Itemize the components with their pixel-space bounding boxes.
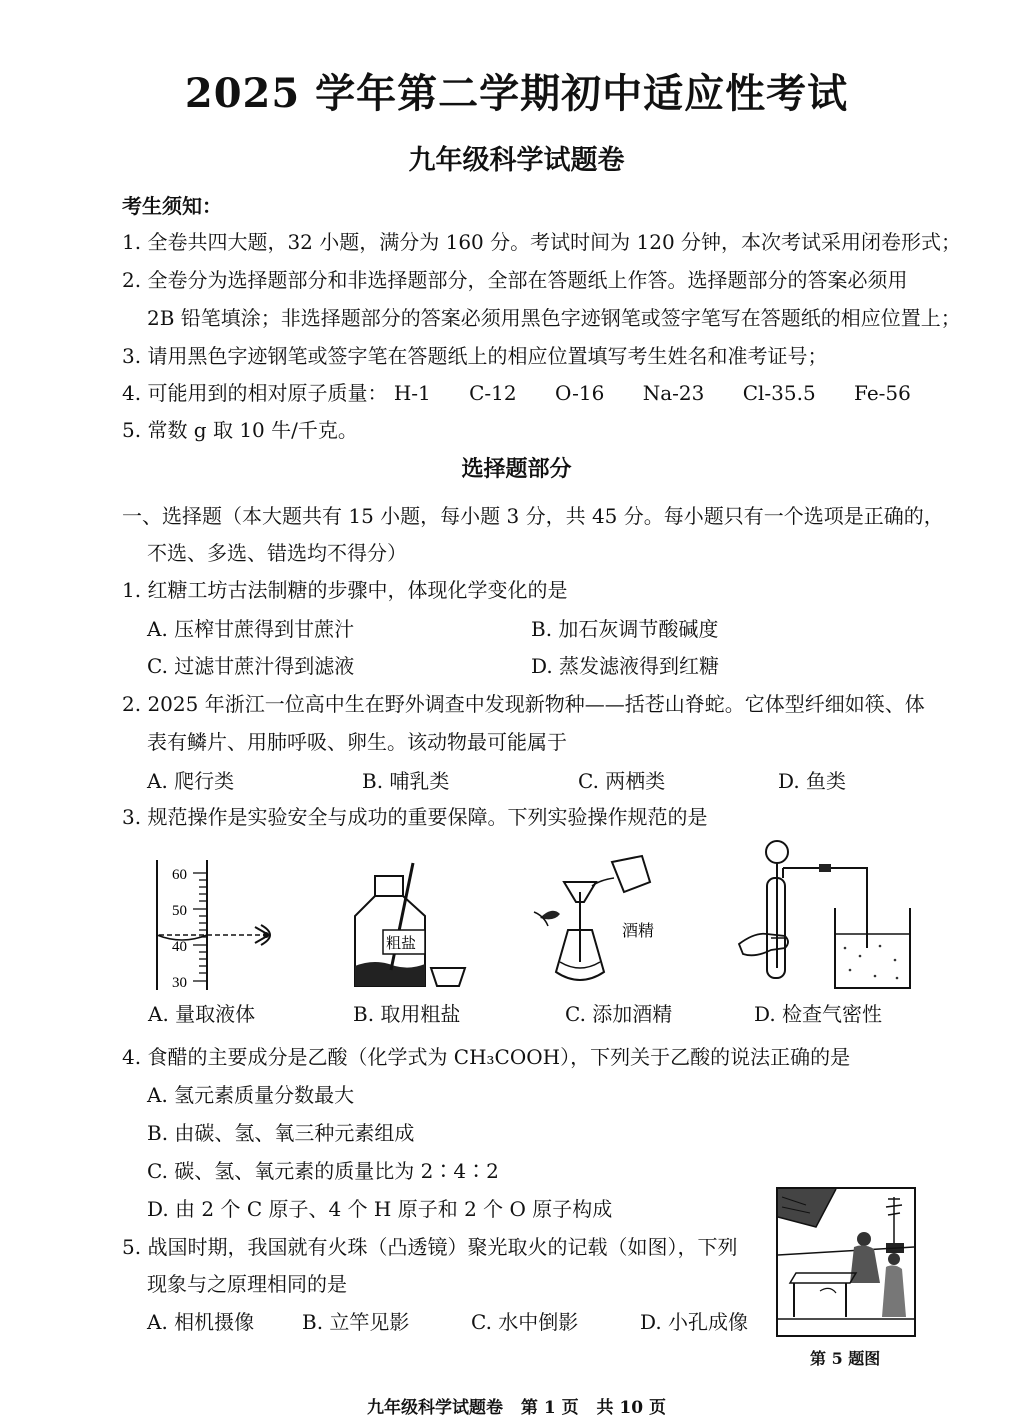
q5-option-a: A. 相机摄像 (147, 1310, 255, 1334)
q2-option-a: A. 爬行类 (147, 769, 235, 793)
exam-title: 2025 学年第二学期初中适应性考试 (184, 70, 849, 117)
q1-option-a: A. 压榨甘蔗得到甘蔗汁 (147, 617, 355, 641)
notice-item-1: 1. 全卷共四大题，32 小题，满分为 160 分。考试时间为 120 分钟，本次考试采用闭卷形式； (122, 230, 962, 254)
exam-subtitle: 九年级科学试题卷 (408, 145, 625, 176)
q4-option-a: A. 氢元素质量分数最大 (147, 1083, 355, 1107)
atomic-mass-c: C-12 (469, 381, 517, 405)
cylinder-tick-60: 60 (172, 867, 187, 883)
notice-item-4-label: 4. 可能用到的相对原子质量： (122, 381, 388, 405)
atomic-mass-o: O-16 (554, 381, 605, 405)
footer-total-pages: 共 10 页 (596, 1398, 666, 1418)
notice-item-5: 5. 常数 g 取 10 牛/千克。 (122, 418, 358, 442)
q3-option-c: C. 添加酒精 (565, 1002, 673, 1026)
salt-bottle-diagram (345, 858, 475, 993)
q3-option-d: D. 检查气密性 (754, 1002, 883, 1026)
q5-option-b: B. 立竿见影 (302, 1310, 410, 1334)
q3-option-b: B. 取用粗盐 (353, 1002, 461, 1026)
atomic-mass-na: Na-23 (642, 381, 705, 405)
q4-option-b: B. 由碳、氢、氧三种元素组成 (147, 1121, 415, 1145)
q5-option-c: C. 水中倒影 (471, 1310, 579, 1334)
q4-option-d: D. 由 2 个 C 原子、4 个 H 原子和 2 个 O 原子构成 (147, 1197, 613, 1221)
q5-option-d: D. 小孔成像 (640, 1310, 749, 1334)
cylinder-tick-50: 50 (172, 903, 187, 919)
q2-stem-line-2: 表有鳞片、用肺呼吸、卵生。该动物最可能属于 (147, 730, 567, 754)
footer-page-number: 第 1 页 (520, 1398, 579, 1418)
q3-stem: 3. 规范操作是实验安全与成功的重要保障。下列实验操作规范的是 (122, 805, 708, 829)
alcohol-label: 酒精 (622, 921, 655, 940)
notice-item-3: 3. 请用黑色字迹钢笔或签字笔在答题纸上的相应位置填写考生姓名和准考证号； (122, 344, 828, 368)
q4-stem: 4. 食醋的主要成分是乙酸（化学式为 CH₃COOH），下列关于乙酸的说法正确的是 (122, 1045, 851, 1069)
salt-bottle-label: 粗盐 (386, 934, 417, 952)
q1-option-d: D. 蒸发滤液得到红糖 (531, 654, 720, 678)
q3-option-a: A. 量取液体 (148, 1002, 256, 1026)
air-tightness-diagram (735, 838, 935, 993)
alcohol-lamp-diagram (530, 852, 670, 994)
notice-heading: 考生须知： (122, 194, 222, 218)
atomic-mass-cl: Cl-35.5 (742, 381, 816, 405)
q2-option-c: C. 两栖类 (578, 769, 666, 793)
cylinder-tick-30: 30 (172, 975, 187, 991)
part1-heading-line-2: 不选、多选、错选均不得分） (147, 541, 407, 565)
q1-option-b: B. 加石灰调节酸碱度 (531, 617, 719, 641)
q2-option-d: D. 鱼类 (778, 769, 847, 793)
notice-item-4 (122, 377, 943, 406)
q5-stem-line-2: 现象与之原理相同的是 (147, 1272, 347, 1296)
atomic-mass-fe: Fe-56 (854, 381, 911, 405)
part1-heading-line-1: 一、选择题（本大题共有 15 小题，每小题 3 分，共 45 分。每小题只有一个选项是正确的， (122, 504, 944, 528)
cylinder-tick-40: 40 (172, 939, 187, 955)
section-title: 选择题部分 (461, 456, 572, 482)
notice-item-2-line-2: 2B 铅笔填涂；非选择题部分的答案必须用黑色字迹钢笔或签字笔写在答题纸的相应位置上； (147, 306, 961, 330)
q1-option-c: C. 过滤甘蔗汁得到滤液 (147, 654, 355, 678)
q2-stem-line-1: 2. 2025 年浙江一位高中生在野外调查中发现新物种——括苍山脊蛇。它体型纤细如筷、体 (122, 692, 925, 716)
q5-figure-caption: 第 5 题图 (810, 1349, 881, 1368)
q5-stem-line-1: 5. 战国时期，我国就有火珠（凸透镜）聚光取火的记载（如图），下列 (122, 1235, 738, 1259)
atomic-mass-h: H-1 (393, 381, 431, 405)
q2-option-b: B. 哺乳类 (362, 769, 450, 793)
q4-option-c: C. 碳、氢、氧元素的质量比为 2∶4∶2 (147, 1159, 499, 1183)
graduated-cylinder-diagram (145, 855, 295, 995)
notice-item-2-line-1: 2. 全卷分为选择题部分和非选择题部分，全部在答题纸上作答。选择题部分的答案必须用 (122, 268, 908, 292)
footer-exam-name: 九年级科学试题卷 (366, 1398, 503, 1418)
fire-lens-illustration (776, 1187, 916, 1337)
atomic-mass-list (394, 381, 943, 405)
page-footer (0, 1393, 1033, 1418)
q1-stem: 1. 红糖工坊古法制糖的步骤中，体现化学变化的是 (122, 578, 568, 602)
